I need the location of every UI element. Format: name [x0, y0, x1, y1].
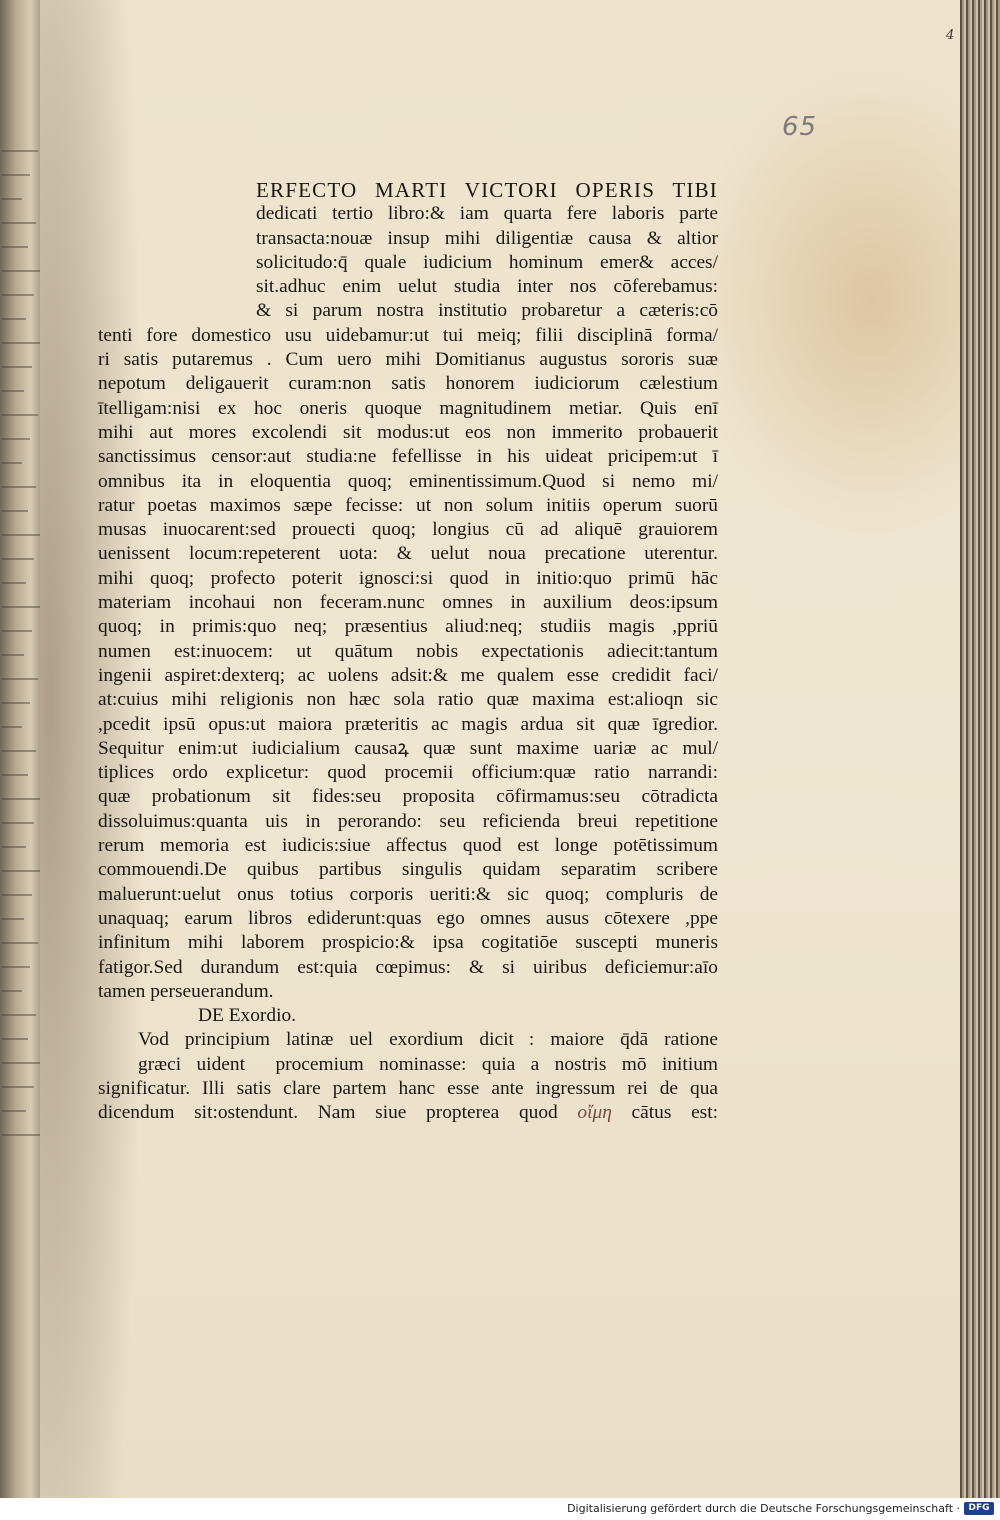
facing-page-text-trace [2, 798, 42, 800]
facing-page-text-trace [2, 174, 30, 176]
facing-page-text-trace [2, 606, 40, 608]
body-lines [98, 178, 718, 1004]
facing-page-text-trace [2, 1038, 28, 1040]
facing-page-text-trace [2, 630, 32, 632]
text-line: omnibus ita in eloquentia quoq; eminentissimum.Quod si nemo mi/ [98, 470, 718, 492]
facing-page-text-trace [2, 822, 34, 824]
facing-page-text-trace [2, 438, 30, 440]
text-line: rerum memoria est iudicis:siue affectus quod est longe potētissimum [98, 835, 718, 857]
text-line: sit.adhuc enim uelut studia inter nos cōferebamus: [256, 276, 718, 298]
facing-page-text-trace [2, 294, 34, 296]
text-line: ratur poetas maximos sæpe fecisse: ut non solum initiis operum suorū [98, 494, 718, 516]
text-line: numen est:inuocem: ut quātum nobis expectationis adiecit:tantum [98, 640, 718, 662]
page-fore-edge [960, 0, 1000, 1498]
text-line-final [98, 1101, 718, 1125]
facing-page-text-trace [2, 222, 36, 224]
text-line: nepotum deligauerit curam:non satis honorem iudiciorum cælestium [98, 373, 718, 395]
text-line: maluerunt:uelut onus totius corporis ueriti:& sic quoq; compluris de [98, 883, 718, 905]
facing-page-text-trace [2, 510, 28, 512]
text-line: Sequitur enim:ut iudicialium causaꝝ quæ sunt maxime uariæ ac mul/ [98, 737, 718, 759]
text-line: ītelligam:nisi ex hoc oneris quoque magnitudinem metiar. Quis enī [98, 397, 718, 419]
facing-page-text-trace [2, 534, 42, 536]
text-line: transacta:nouæ insup mihi diligentiæ causa & altior [256, 227, 718, 249]
text-line: unaquaq; earum libros ediderunt:quas ego omnes ausus cōtexere ,ppe [98, 907, 718, 929]
text-line: tamen perseuerandum. [98, 980, 274, 1002]
section-heading: DE Exordio. [198, 1005, 297, 1027]
facing-page-text-trace [2, 774, 28, 776]
printed-text-block [98, 178, 718, 1126]
facing-page-text-trace [2, 702, 30, 704]
facing-page-text-trace [2, 270, 42, 272]
facing-page-text-trace [2, 1110, 26, 1112]
facing-page-text-trace [2, 486, 36, 488]
text-line-final-start: dicendum sit:ostendunt. Nam siue propterea quod [98, 1102, 558, 1124]
facing-page-text-trace [2, 582, 26, 584]
text-line: materiam incohaui non feceram.nunc omnes in auxilium deos:ipsum [98, 592, 718, 614]
facing-page-text-trace [2, 990, 22, 992]
facing-page-text-trace [2, 1086, 34, 1088]
text-line: infinitum mihi laborem prospicio:& ipsa cogitatiōe suscepti muneris [98, 932, 718, 954]
text-line: tiplices ordo explicetur: quod procemii officium:quæ ratio narrandi: [98, 762, 718, 784]
text-line: musas inuocarent:sed prouecti quoq; longius cū ad aliquē grauiorem [98, 519, 718, 541]
facing-page-text-trace [2, 1014, 36, 1016]
text-line: dedicati tertio libro:& iam quarta fere laboris parte [256, 203, 718, 225]
handwritten-greek-insertion: οἴμη [577, 1102, 612, 1124]
folio-mark: 4 [946, 28, 955, 43]
facing-page-text-trace [2, 654, 24, 656]
facing-page-text-trace [2, 894, 32, 896]
facing-page-text-trace [2, 750, 36, 752]
facing-page-text-trace [2, 318, 26, 320]
facing-page-text-trace [2, 246, 28, 248]
text-line: at:cuius mihi religionis non hæc sola ratio quæ maxima est:alioqn sic [98, 689, 718, 711]
text-line: mihi aut mores excolendi sit modus:ut eos non immerito probauerit [98, 421, 718, 443]
book-page [40, 0, 965, 1498]
text-line: quoq; in primis:quo neq; præsentius aliud:neq; studiis magis ,ppriū [98, 616, 718, 638]
facing-page-text-trace [2, 390, 24, 392]
footer-credit: Digitalisierung gefördert durch die Deutsche Forschungsgemeinschaft · [567, 1502, 960, 1515]
digitization-footer [0, 1498, 1000, 1520]
facing-page-text-trace [2, 918, 24, 920]
text-line: quæ probationum sit fides:seu proposita cōfirmamus:seu cōtradicta [98, 786, 718, 808]
facing-page-text-trace [2, 558, 34, 560]
text-line-final-end: cātus est: [631, 1102, 718, 1124]
facing-page-text-trace [2, 942, 38, 944]
facing-page-text-trace [2, 462, 22, 464]
facing-page-text-trace [2, 726, 22, 728]
facing-page-edge [0, 0, 44, 1498]
text-line: tenti fore domestico usu uidebamur:ut tui meiq; filii disciplinā forma/ [98, 324, 718, 346]
body-lines-after-heading [98, 1028, 718, 1101]
dfg-logo: DFG [964, 1502, 994, 1515]
text-line: ,pcedit ipsū opus:ut maiora præteritis ac magis ardua sit quæ īgredior. [98, 713, 718, 735]
facing-page-text-trace [2, 198, 22, 200]
facing-page-text-trace [2, 342, 40, 344]
text-line: solicitudo:q̄ quale iudicium hominum emer& acces/ [256, 251, 718, 273]
text-line: Vod principium latinæ uel exordium dicit᷑: maiore q̄dā ratione [138, 1029, 718, 1051]
facing-page-text-trace [2, 366, 32, 368]
facing-page-text-trace [2, 678, 38, 680]
facing-page-text-trace [2, 870, 40, 872]
pencil-page-number: 65 [782, 112, 818, 142]
text-line: dissoluimus:quanta uis in perorando: seu reficienda breui repetitione [98, 810, 718, 832]
text-line: significatur. Illi satis clare partem hanc esse ante ingressum rei de qua [98, 1077, 718, 1099]
facing-page-text-trace [2, 150, 38, 152]
text-line: commouendi.De quibus partibus singulis quidam separatim scribere [98, 859, 718, 881]
text-line: ingenii aspiret:dexterq; ac uolens adsit:& me qualem esse credidit faci/ [98, 664, 718, 686]
text-line: fatigor.Sed durandum est:quia cœpimus: & si uiribus deficiemur:aīo [98, 956, 718, 978]
text-line: ri satis putaremus . Cum uero mihi Domitianus augustus sororis suæ [98, 349, 718, 371]
text-line: sanctissimus censor:aut studia:ne fefellisse in his uideat pricipem:ut ī [98, 446, 718, 468]
facing-page-text-trace [2, 1134, 40, 1136]
facing-page-text-trace [2, 1062, 42, 1064]
facing-page-text-trace [2, 966, 30, 968]
facing-page-text-trace [2, 846, 26, 848]
facing-page-text-trace [2, 414, 38, 416]
text-line: ERFECTO MARTI VICTORI OPERIS TIBI [256, 178, 718, 202]
text-line: græci uident᷑ procemium nominasse: quia a nostris mō initium [138, 1053, 718, 1075]
text-line: & si parum nostra institutio probaretur a cæteris:cō [256, 300, 718, 322]
text-line: uenissent locum:repeterent uota: & uelut noua precatione uterentur. [98, 543, 718, 565]
text-line: mihi quoq; profecto poterit ignosci:si quod in initio:quo primū hāc [98, 567, 718, 589]
